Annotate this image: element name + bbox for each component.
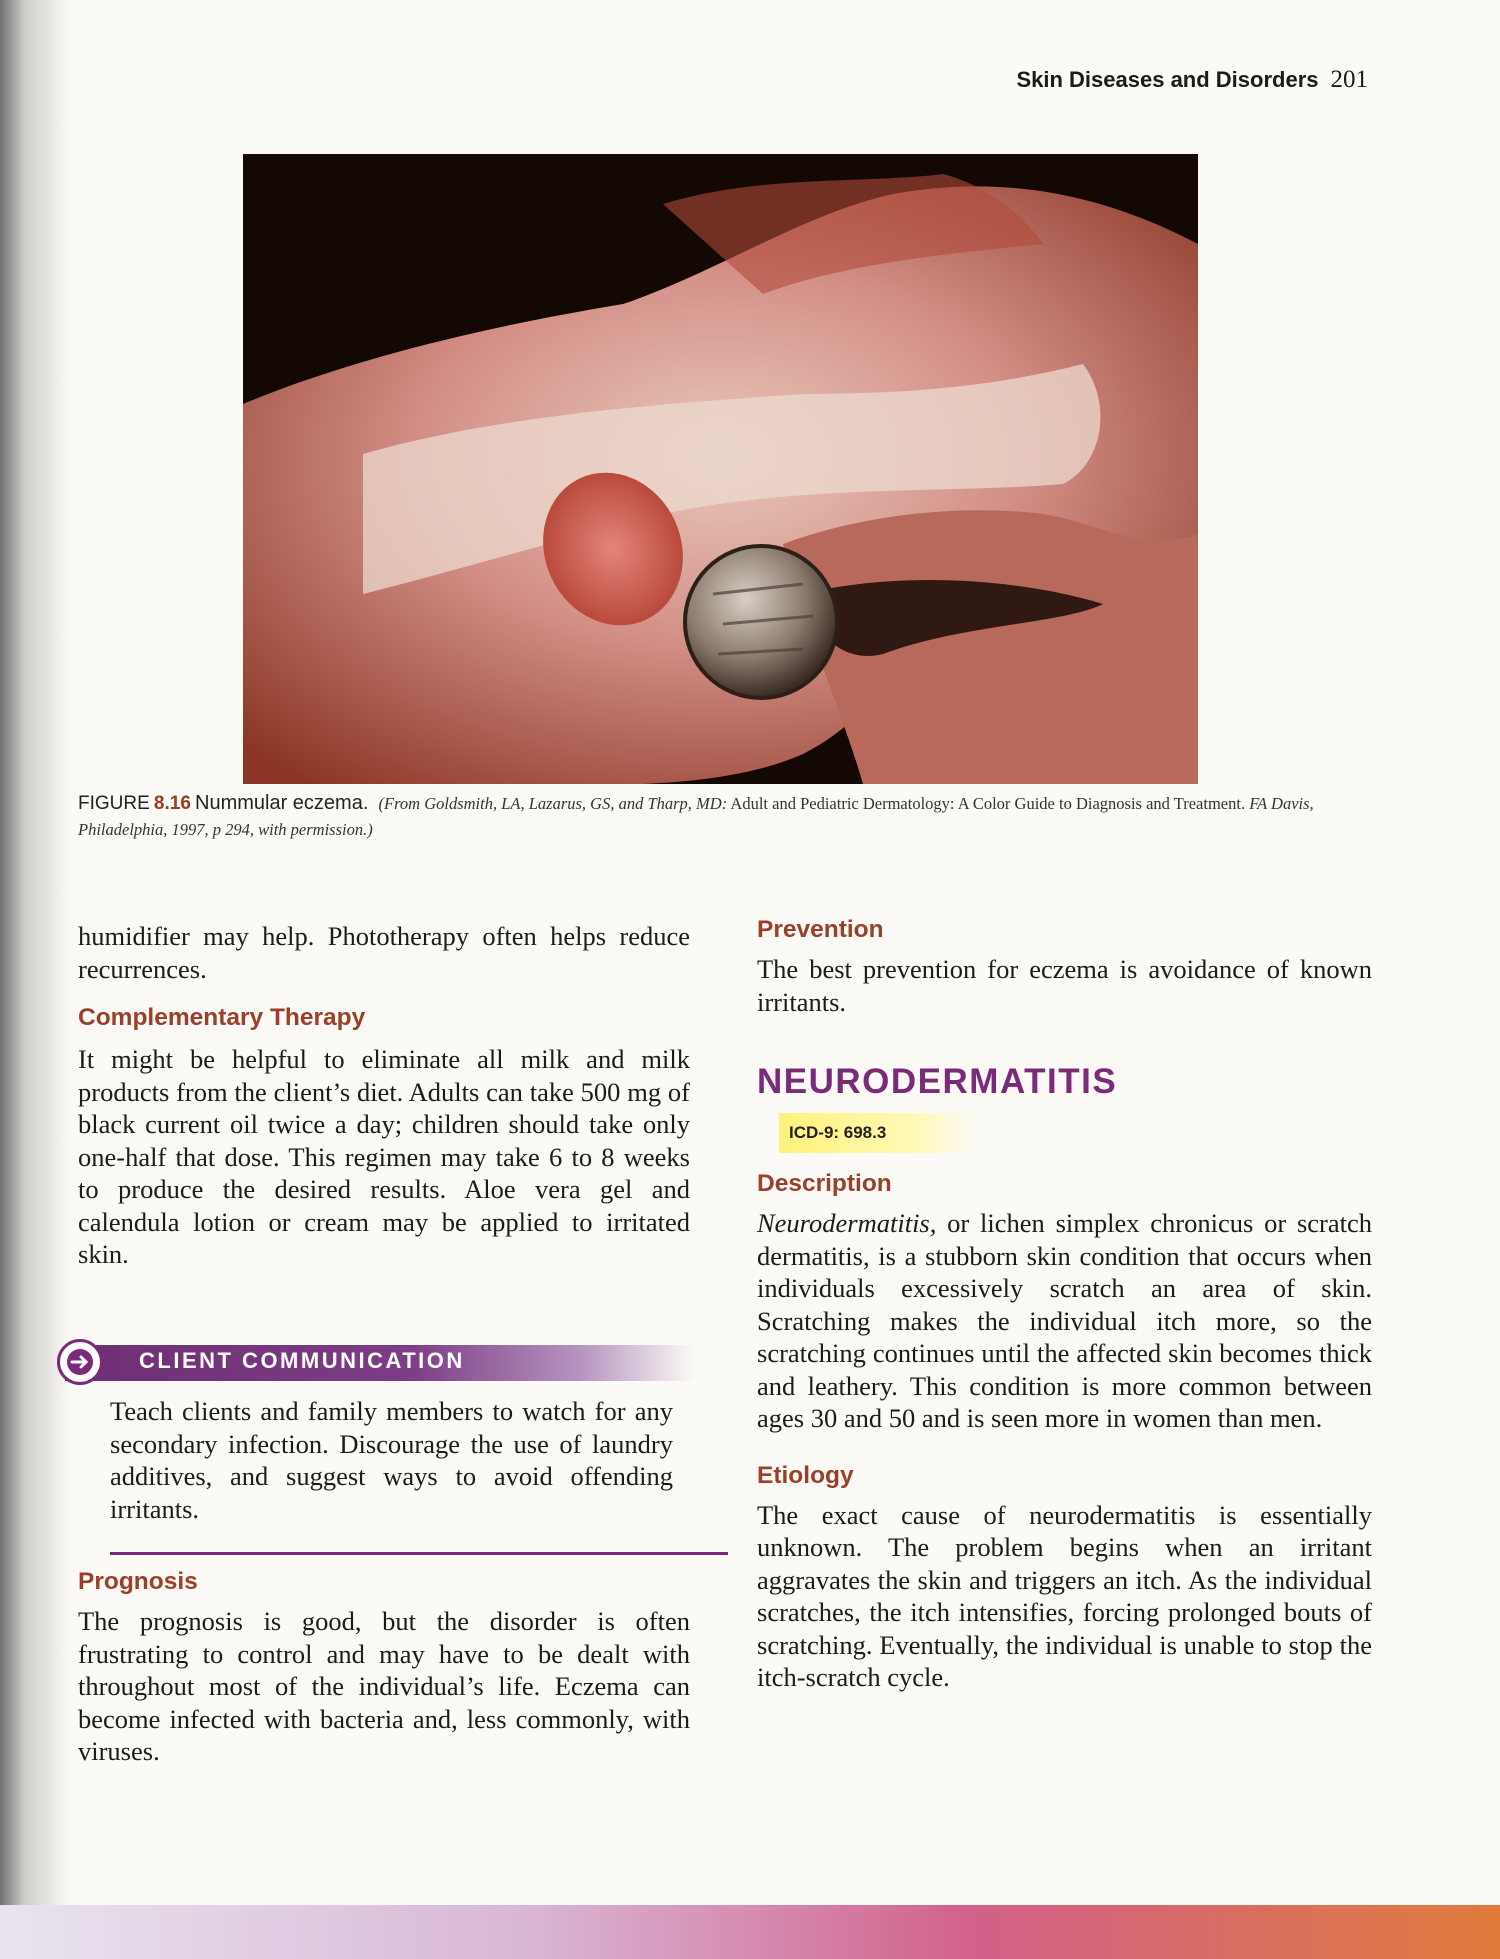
description-text — [757, 1207, 1372, 1435]
description-body: or lichen simplex chronicus or scratch dermatitis, is a stubborn skin condition that occurs when individuals excessively scratch an area of skin. Scratching makes the individual itch more, so the scratching continues until the affected skin becomes thick and leathery. This condition is more common between ages 30 and 50 and is seen more in women than men. — [757, 1208, 1372, 1433]
running-title: Skin Diseases and Disorders — [1016, 67, 1319, 92]
icd-code-highlight: ICD-9: 698.3 — [779, 1113, 976, 1154]
client-communication-text: Teach clients and family members to watch for any secondary infection. Discourage the use of laundry additives, and suggest ways to avoid offending irritants. — [110, 1396, 673, 1524]
figure-label: FIGURE — [78, 793, 150, 814]
etiology-text: The exact cause of neurodermatitis is essentially unknown. The problem begins when an irritant aggravates the skin and triggers an itch. As the individual scratches, the itch intensifies, forcing prolonged bouts of scratching. Eventually, the individual is unable to stop the itch-scratch cycle. — [757, 1499, 1372, 1692]
book-spine-shadow — [0, 0, 70, 1959]
communication-arrow-icon — [57, 1339, 103, 1385]
prevention-heading: Prevention — [757, 916, 884, 943]
description-term: Neurodermatitis, — [757, 1208, 937, 1238]
right-column — [757, 915, 1372, 1694]
figure-credit-book: Adult and Pediatric Dermatology: A Color Guide to Diagnosis and Treatment. — [730, 794, 1246, 813]
bottom-color-band — [0, 1905, 1500, 1959]
figure-caption — [78, 790, 1348, 843]
client-communication-bar — [65, 1345, 695, 1381]
neurodermatitis-title: NEURODERMATITIS — [757, 1062, 1118, 1101]
complementary-therapy-heading: Complementary Therapy — [78, 1004, 366, 1031]
figure-photo-nummular-eczema — [243, 154, 1198, 784]
figure-credit-suffix: FA Davis, Philadelphia, 1997, p 294, with permission.) — [78, 794, 1314, 839]
prognosis-section — [78, 1567, 690, 1768]
prognosis-text: The prognosis is good, but the disorder is often frustrating to control and may have to be dealt with throughout most of the individual’s life. Eczema can become infected with bacteria and, less commonly, with viruses. — [78, 1606, 690, 1766]
client-communication-title: CLIENT COMMUNICATION — [139, 1348, 465, 1373]
etiology-heading: Etiology — [757, 1461, 854, 1489]
client-communication-box — [55, 1345, 695, 1555]
eczema-photo-illustration — [243, 154, 1198, 784]
figure-credit-prefix: (From Goldsmith, LA, Lazarus, GS, and Tharp, MD: — [378, 794, 728, 813]
client-communication-rule — [110, 1552, 728, 1555]
figure-title: Nummular eczema. — [195, 792, 369, 814]
left-column — [78, 920, 690, 1271]
page-number: 201 — [1330, 66, 1368, 93]
prevention-text: The best prevention for eczema is avoidance of known irritants. — [757, 954, 1372, 1017]
prognosis-heading: Prognosis — [78, 1568, 198, 1595]
complementary-therapy-text: It might be helpful to eliminate all milk and milk products from the client’s diet. Adults can take 500 mg of black current oil twice a day; children should take only one-half that dose. This regimen may take 6 to 8 weeks to produce the desired results. Aloe vera gel and calendula lotion or cream may be applied to irritated skin. — [78, 1044, 690, 1269]
intro-paragraph: humidifier may help. Phototherapy often helps reduce recurrences. — [78, 921, 690, 984]
figure-number: 8.16 — [153, 793, 191, 814]
description-heading: Description — [757, 1170, 892, 1197]
running-head — [1016, 66, 1368, 94]
icd-code-row — [779, 1113, 1372, 1154]
